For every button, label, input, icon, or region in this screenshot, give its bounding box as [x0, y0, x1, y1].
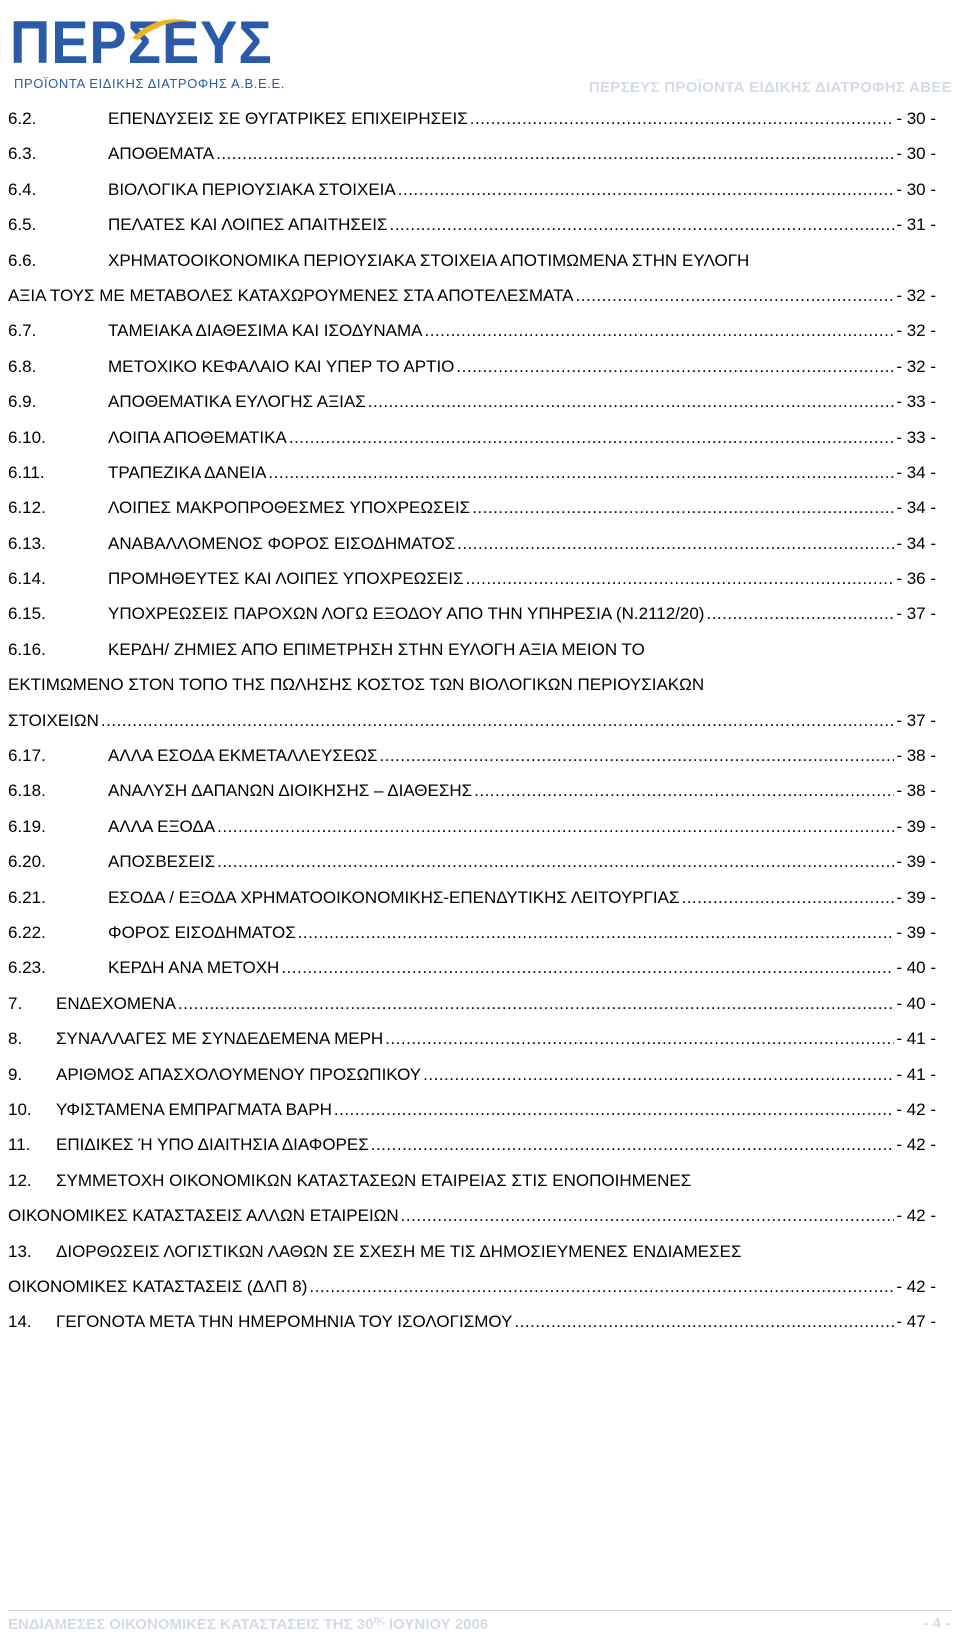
toc-entry-number: 6.8.	[8, 356, 37, 376]
toc-entry[interactable]	[8, 207, 936, 242]
toc-entry-line	[8, 844, 936, 879]
toc-entry-line	[8, 490, 936, 525]
toc-entry-page: - 40 -	[896, 993, 936, 1013]
toc-dot-leader	[371, 1127, 895, 1162]
toc-entry[interactable]	[8, 455, 936, 490]
toc-entry-number: 6.7.	[8, 321, 37, 341]
toc-entry[interactable]	[8, 561, 936, 596]
toc-entry-page: - 40 -	[896, 958, 936, 978]
toc-entry-number: 12.	[8, 1170, 32, 1190]
toc-entry-title: ΦΟΡΟΣ ΕΙΣΟΔΗΜΑΤΟΣ	[108, 922, 296, 942]
toc-entry-line	[8, 526, 936, 561]
toc-entry-line	[8, 1127, 936, 1162]
toc-dot-leader	[514, 1304, 894, 1339]
toc-entry[interactable]	[8, 243, 936, 314]
toc-entry-page: - 36 -	[896, 569, 936, 589]
toc-dot-leader	[576, 278, 895, 313]
toc-entry-title: ΓΕΓΟΝΟΤΑ ΜΕΤΑ ΤΗΝ ΗΜΕΡΟΜΗΝΙΑ ΤΟΥ ΙΣΟΛΟΓΙΣΜΟΥ	[56, 1312, 513, 1332]
toc-dot-leader	[217, 809, 894, 844]
toc-entry-page: - 42 -	[896, 1276, 936, 1296]
toc-entry-page: - 41 -	[896, 1029, 936, 1049]
toc-dot-leader	[298, 915, 895, 950]
toc-entry-title: ΑΡΙΘΜΟΣ ΑΠΑΣΧΟΛΟΥΜΕΝΟΥ ΠΡΟΣΩΠΙΚΟΥ	[56, 1064, 422, 1084]
toc-dot-leader	[379, 738, 894, 773]
toc-entry-title: ΤΡΑΠΕΖΙΚΑ ΔΑΝΕΙΑ	[108, 462, 267, 482]
toc-entry-page: - 39 -	[896, 887, 936, 907]
toc-dot-leader	[470, 101, 895, 136]
toc-entry-title: ΣΤΟΙΧΕΙΩΝ	[8, 710, 99, 730]
toc-entry[interactable]	[8, 596, 936, 631]
toc-entry-line	[8, 278, 936, 313]
toc-dot-leader	[268, 455, 894, 490]
toc-entry-line	[8, 420, 936, 455]
toc-entry[interactable]	[8, 1163, 936, 1234]
toc-entry[interactable]	[8, 915, 936, 950]
toc-entry[interactable]	[8, 738, 936, 773]
toc-entry-title: ΛΟΙΠΕΣ ΜΑΚΡΟΠΡΟΘΕΣΜΕΣ ΥΠΟΧΡΕΩΣΕΙΣ	[108, 498, 471, 518]
toc-dot-leader	[178, 986, 894, 1021]
toc-entry[interactable]	[8, 880, 936, 915]
toc-dot-leader	[456, 349, 894, 384]
toc-entry-page: - 32 -	[896, 321, 936, 341]
toc-entry-number: 6.14.	[8, 569, 46, 589]
toc-entry-title: ΟΙΚΟΝΟΜΙΚΕΣ ΚΑΤΑΣΤΑΣΕΙΣ ΑΛΛΩΝ ΕΤΑΙΡΕΙΩΝ	[8, 1206, 399, 1226]
toc-entry-title: ΧΡΗΜΑΤΟΟΙΚΟΝΟΜΙΚΑ ΠΕΡΙΟΥΣΙΑΚΑ ΣΤΟΙΧΕΙΑ ΑΠΟΤΙΜΩΜΕΝΑ ΣΤΗΝ ΕΥΛΟΓΗ	[108, 250, 750, 270]
toc-entry-line	[8, 136, 936, 171]
toc-dot-leader	[681, 880, 894, 915]
toc-dot-leader	[101, 703, 894, 738]
toc-entry-number: 13.	[8, 1241, 32, 1261]
toc-entry-number: 6.17.	[8, 746, 46, 766]
toc-entry-page: - 37 -	[896, 604, 936, 624]
toc-entry[interactable]	[8, 420, 936, 455]
toc-dot-leader	[423, 1057, 894, 1092]
toc-entry-number: 6.2.	[8, 109, 37, 128]
toc-entry-number: 6.5.	[8, 215, 37, 235]
toc-entry-page: - 30 -	[896, 144, 936, 164]
toc-entry[interactable]	[8, 172, 936, 207]
toc-entry-title: ΕΚΤΙΜΩΜΕΝΟ ΣΤΟΝ ΤΟΠΟ ΤΗΣ ΠΩΛΗΣΗΣ ΚΟΣΤΟΣ ΤΩΝ ΒΙΟΛΟΓΙΚΩΝ ΠΕΡΙΟΥΣΙΑΚΩΝ	[8, 675, 705, 695]
toc-entry-title: ΚΕΡΔΗ/ ΖΗΜΙΕΣ ΑΠΟ ΕΠΙΜΕΤΡΗΣΗ ΣΤΗΝ ΕΥΛΟΓΗ ΑΞΙΑ ΜΕΙΟΝ ΤΟ	[108, 639, 645, 659]
toc-entry-title: ΑΝΑΒΑΛΛΟΜΕΝΟΣ ΦΟΡΟΣ ΕΙΣΟΔΗΜΑΤΟΣ	[108, 533, 456, 553]
toc-entry-line	[8, 384, 936, 419]
toc-entry[interactable]	[8, 136, 936, 171]
toc-entry-line	[8, 1092, 936, 1127]
toc-entry-line	[8, 561, 936, 596]
toc-entry-page: - 32 -	[896, 356, 936, 376]
toc-entry-title: ΕΝΔΕΧΟΜΕΝΑ	[56, 993, 176, 1013]
toc-entry-line	[8, 243, 936, 278]
toc-entry-page: - 32 -	[896, 285, 936, 305]
table-of-contents	[8, 101, 936, 1340]
toc-dot-leader	[217, 844, 894, 879]
toc-entry-number: 6.15.	[8, 604, 46, 624]
toc-entry-line	[8, 1304, 936, 1339]
toc-entry-number: 14.	[8, 1312, 32, 1332]
toc-entry-line	[8, 703, 936, 738]
toc-entry-number: 6.6.	[8, 250, 37, 270]
toc-entry-title: ΛΟΙΠΑ ΑΠΟΘΕΜΑΤΙΚΑ	[108, 427, 287, 447]
toc-entry-page: - 42 -	[896, 1099, 936, 1119]
toc-entry-number: 7.	[8, 993, 23, 1013]
toc-entry-number: 6.18.	[8, 781, 46, 801]
toc-entry-title: ΕΠΙΔΙΚΕΣ Ή ΥΠΟ ΔΙΑΙΤΗΣΙΑ ΔΙΑΦΟΡΕΣ	[56, 1135, 369, 1155]
toc-entry[interactable]	[8, 950, 936, 985]
toc-entry[interactable]	[8, 1021, 936, 1056]
toc-entry-number: 9.	[8, 1064, 23, 1084]
toc-dot-leader	[368, 384, 895, 419]
header-company-name: ΠΕΡΣΕΥΣ ΠΡΟΪΟΝΤΑ ΕΙΔΙΚΗΣ ΔΙΑΤΡΟΦΗΣ ΑΒΕΕ	[588, 79, 952, 96]
toc-entry-page: - 34 -	[896, 533, 936, 553]
toc-entry-line	[8, 809, 936, 844]
toc-entry-line	[8, 738, 936, 773]
toc-entry-number: 6.13.	[8, 533, 46, 553]
toc-entry[interactable]	[8, 384, 936, 419]
toc-entry-page: - 33 -	[896, 392, 936, 412]
toc-entry[interactable]	[8, 632, 936, 738]
toc-entry[interactable]	[8, 986, 936, 1021]
toc-entry-title: ΠΕΛΑΤΕΣ ΚΑΙ ΛΟΙΠΕΣ ΑΠΑΙΤΗΣΕΙΣ	[108, 215, 388, 235]
toc-dot-leader	[289, 420, 894, 455]
toc-entry-line	[8, 172, 936, 207]
toc-entry-page: - 38 -	[896, 781, 936, 801]
toc-dot-leader	[216, 136, 894, 171]
toc-entry[interactable]	[8, 490, 936, 525]
footer-divider	[8, 1610, 952, 1611]
toc-entry-page: - 34 -	[896, 498, 936, 518]
toc-entry-title: ΑΞΙΑ ΤΟΥΣ ΜΕ ΜΕΤΑΒΟΛΕΣ ΚΑΤΑΧΩΡΟΥΜΕΝΕΣ ΣΤΑ ΑΠΟΤΕΛΕΣΜΑΤΑ	[8, 285, 574, 305]
toc-entry-number: 6.4.	[8, 179, 37, 199]
toc-dot-leader	[706, 596, 894, 631]
toc-entry-page: - 39 -	[896, 922, 936, 942]
toc-entry-number: 6.20.	[8, 852, 46, 872]
toc-entry-line	[8, 986, 936, 1021]
toc-entry-number: 6.11.	[8, 462, 45, 482]
toc-entry[interactable]	[8, 349, 936, 384]
toc-entry[interactable]	[8, 773, 936, 808]
toc-entry[interactable]	[8, 809, 936, 844]
toc-entry[interactable]	[8, 1092, 936, 1127]
toc-entry-title: ΑΛΛΑ ΕΞΟΔΑ	[108, 816, 216, 836]
toc-entry-number: 6.3.	[8, 144, 37, 164]
toc-entry-number: 10.	[8, 1099, 32, 1119]
toc-entry-page: - 39 -	[896, 816, 936, 836]
toc-entry-line	[8, 915, 936, 950]
toc-entry[interactable]	[8, 1304, 936, 1339]
toc-entry-number: 11.	[8, 1135, 31, 1155]
toc-entry-page: - 30 -	[896, 109, 936, 128]
toc-dot-leader	[401, 1198, 895, 1233]
toc-entry-page: - 47 -	[896, 1312, 936, 1332]
toc-entry[interactable]	[8, 1127, 936, 1162]
toc-entry-title: ΥΠΟΧΡΕΩΣΕΙΣ ΠΑΡΟΧΩΝ ΛΟΓΩ ΕΞΟΔΟΥ ΑΠΟ ΤΗΝ ΥΠΗΡΕΣΙΑ (Ν.2112/20)	[108, 604, 705, 624]
toc-dot-leader	[474, 773, 894, 808]
company-logo	[10, 8, 285, 96]
toc-entry-title: ΚΕΡΔΗ ΑΝΑ ΜΕΤΟΧΗ	[108, 958, 280, 978]
toc-entry-number: 6.12.	[8, 498, 46, 518]
toc-entry-title: ΜΕΤΟΧΙΚΟ ΚΕΦΑΛΑΙΟ ΚΑΙ ΥΠΕΡ ΤΟ ΑΡΤΙΟ	[108, 356, 455, 376]
toc-entry-line	[8, 596, 936, 631]
toc-entry-number: 6.19.	[8, 816, 46, 836]
toc-entry-line	[8, 207, 936, 242]
toc-entry-line	[8, 101, 936, 136]
toc-entry-page: - 30 -	[896, 179, 936, 199]
toc-entry-line	[8, 1198, 936, 1233]
toc-entry-page: - 33 -	[896, 427, 936, 447]
toc-entry[interactable]	[8, 1057, 936, 1092]
toc-entry-number: 6.22.	[8, 922, 46, 942]
toc-entry-page: - 34 -	[896, 462, 936, 482]
toc-entry-line	[8, 880, 936, 915]
toc-entry-number: 8.	[8, 1029, 23, 1049]
logo-wordmark: ΠΕΡΣΕΥΣ	[10, 9, 273, 76]
toc-entry-line	[8, 1057, 936, 1092]
toc-entry-title: ΑΠΟΘΕΜΑΤΙΚΑ ΕΥΛΟΓΗΣ ΑΞΙΑΣ	[108, 392, 366, 412]
toc-dot-leader	[424, 313, 894, 348]
toc-dot-leader	[398, 172, 895, 207]
toc-dot-leader	[281, 950, 894, 985]
toc-entry-page: - 38 -	[896, 746, 936, 766]
toc-dot-leader	[385, 1021, 894, 1056]
toc-entry[interactable]	[8, 313, 936, 348]
toc-entry-line	[8, 455, 936, 490]
toc-entry-title: ΒΙΟΛΟΓΙΚΑ ΠΕΡΙΟΥΣΙΑΚΑ ΣΤΟΙΧΕΙΑ	[108, 179, 396, 199]
toc-entry-number: 6.9.	[8, 392, 37, 412]
toc-entry-line	[8, 632, 936, 667]
toc-entry-title: ΑΛΛΑ ΕΣΟΔΑ ΕΚΜΕΤΑΛΛΕΥΣΕΩΣ	[108, 746, 378, 766]
toc-dot-leader	[457, 526, 894, 561]
page-footer	[0, 1610, 960, 1635]
toc-entry-line	[8, 773, 936, 808]
toc-entry-page: - 42 -	[896, 1206, 936, 1226]
toc-entry-title: ΔΙΟΡΘΩΣΕΙΣ ΛΟΓΙΣΤΙΚΩΝ ΛΑΘΩΝ ΣΕ ΣΧΕΣΗ ΜΕ ΤΙΣ ΔΗΜΟΣΙΕΥΜΕΝΕΣ ΕΝΔΙΑΜΕΣΕΣ	[56, 1241, 742, 1261]
toc-entry-line	[8, 349, 936, 384]
toc-dot-leader	[472, 490, 894, 525]
toc-entry-title: ΣΥΜΜΕΤΟΧΗ ΟΙΚΟΝΟΜΙΚΩΝ ΚΑΤΑΣΤΑΣΕΩΝ ΕΤΑΙΡΕΙΑΣ ΣΤΙΣ ΕΝΟΠΟΙΗΜΕΝΕΣ	[56, 1170, 692, 1190]
toc-entry-title: ΑΠΟΘΕΜΑΤΑ	[108, 144, 215, 164]
toc-entry-page: - 41 -	[896, 1064, 936, 1084]
toc-entry-line	[8, 1021, 936, 1056]
toc-entry-line	[8, 1234, 936, 1269]
logo-subtitle: ΠΡΟΪΟΝΤΑ ΕΙΔΙΚΗΣ ΔΙΑΤΡΟΦΗΣ Α.Β.Ε.Ε.	[14, 76, 285, 91]
toc-entry-page: - 42 -	[896, 1135, 936, 1155]
toc-entry-number: 6.16.	[8, 639, 46, 659]
toc-dot-leader	[389, 207, 894, 242]
toc-entry-title: ΕΠΕΝΔΥΣΕΙΣ ΣΕ ΘΥΓΑΤΡΙΚΕΣ ΕΠΙΧΕΙΡΗΣΕΙΣ	[108, 109, 468, 128]
toc-entry-number: 6.21.	[8, 887, 46, 907]
toc-entry-line	[8, 313, 936, 348]
toc-entry[interactable]	[8, 526, 936, 561]
logo-swoosh-icon	[128, 14, 198, 44]
toc-dot-leader	[465, 561, 894, 596]
toc-entry-title: ΠΡΟΜΗΘΕΥΤΕΣ ΚΑΙ ΛΟΙΠΕΣ ΥΠΟΧΡΕΩΣΕΙΣ	[108, 569, 464, 589]
toc-entry-title: ΕΣΟΔΑ / ΕΞΟΔΑ ΧΡΗΜΑΤΟΟΙΚΟΝΟΜΙΚΗΣ-ΕΠΕΝΔΥΤΙΚΗΣ ΛΕΙΤΟΥΡΓΙΑΣ	[108, 887, 680, 907]
toc-entry-line	[8, 667, 936, 702]
toc-entry-title: ΣΥΝΑΛΛΑΓΕΣ ΜΕ ΣΥΝΔΕΔΕΜΕΝΑ ΜΕΡΗ	[56, 1029, 384, 1049]
toc-entry-title: ΟΙΚΟΝΟΜΙΚΕΣ ΚΑΤΑΣΤΑΣΕΙΣ (ΔΛΠ 8)	[8, 1276, 308, 1296]
toc-entry-line	[8, 1163, 936, 1198]
toc-entry-number: 6.10.	[8, 427, 46, 447]
toc-entry[interactable]	[8, 101, 936, 136]
footer-page-number: - 4 -	[923, 1615, 950, 1632]
toc-entry-page: - 31 -	[896, 215, 936, 235]
toc-entry-title: ΑΝΑΛΥΣΗ ΔΑΠΑΝΩΝ ΔΙΟΙΚΗΣΗΣ – ΔΙΑΘΕΣΗΣ	[108, 781, 473, 801]
toc-entry-line	[8, 950, 936, 985]
footer-title: ΕΝΔΙΑΜΕΣΕΣ ΟΙΚΟΝΟΜΙΚΕΣ ΚΑΤΑΣΤΑΣΕΙΣ ΤΗΣ $30^{\eta\varsigma}$ ΙΟΥΝΙΟΥ 2006	[8, 1615, 489, 1633]
toc-entry-page: - 39 -	[896, 852, 936, 872]
toc-dot-leader	[334, 1092, 894, 1127]
toc-entry-page: - 37 -	[896, 710, 936, 730]
toc-entry[interactable]	[8, 1234, 936, 1305]
toc-entry[interactable]	[8, 844, 936, 879]
toc-entry-line	[8, 1269, 936, 1304]
toc-dot-leader	[309, 1269, 894, 1304]
toc-entry-title: ΤΑΜΕΙΑΚΑ ΔΙΑΘΕΣΙΜΑ ΚΑΙ ΙΣΟΔΥΝΑΜΑ	[108, 321, 423, 341]
toc-entry-title: ΥΦΙΣΤΑΜΕΝΑ ΕΜΠΡΑΓΜΑΤΑ ΒΑΡΗ	[56, 1099, 332, 1119]
toc-entry-title: ΑΠΟΣΒΕΣΕΙΣ	[108, 852, 216, 872]
toc-entry-number: 6.23.	[8, 958, 46, 978]
